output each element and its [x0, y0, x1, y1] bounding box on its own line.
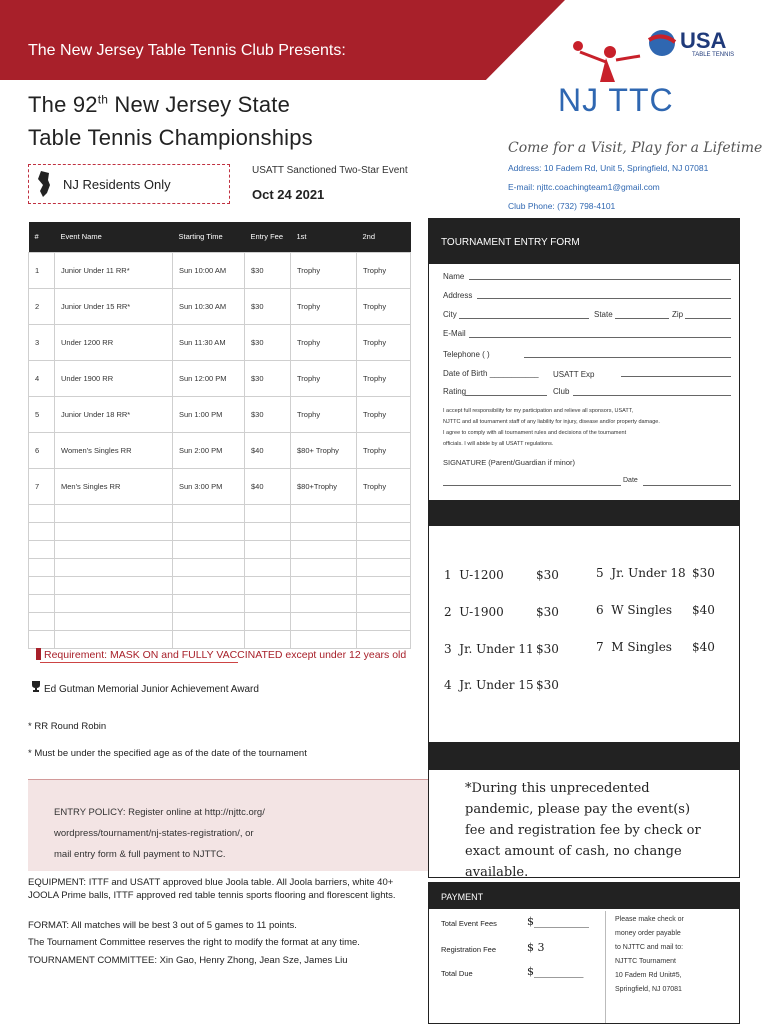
table-cell: 4 — [29, 360, 55, 396]
pandemic-text: *During this unprecedented pandemic, please pay the event(s) fee and registration fee by check or exact amount of cash, no change available. — [465, 781, 701, 880]
page-title-line2: Table Tennis Championships — [28, 125, 313, 150]
entry-policy-box — [28, 779, 428, 871]
table-cell: Trophy — [357, 252, 411, 288]
pandemic-box — [428, 770, 740, 878]
table-cell: Under 1200 RR — [55, 324, 173, 360]
fee-number: 7 — [596, 640, 604, 654]
table-row-empty — [29, 558, 411, 576]
table-cell: Sun 3:00 PM — [173, 468, 245, 504]
table-cell: Sun 11:30 AM — [173, 324, 245, 360]
club-address: Address: 10 Fadem Rd, Unit 5, Springfield, NJ 07081 — [508, 163, 709, 173]
header-event: Event Name — [55, 222, 173, 252]
equipment-text: EQUIPMENT: ITTF and USATT approved blue Joola table. All Joola barriers, white 40+ JOOLA Prime balls, ITTF approved red table tennis sports flooring and florescent lights. — [28, 877, 396, 901]
policy-line2: wordpress/tournament/nj-states-registration/, or — [54, 828, 254, 839]
table-cell: $30 — [245, 252, 291, 288]
zip-label: Zip — [672, 310, 684, 319]
signature-label: SIGNATURE (Parent/Guardian if minor) — [443, 458, 575, 467]
table-cell: $80+ Trophy — [291, 432, 357, 468]
table-row — [29, 360, 411, 396]
header-fee: Entry Fee — [245, 222, 291, 252]
total-fees-label: Total Event Fees — [441, 919, 497, 928]
fee-item — [596, 640, 715, 654]
format-text: FORMAT: All matches will be best 3 out of 5 games to 11 points. — [28, 920, 297, 931]
waiver-text: I accept full responsibility for my participation and relieve all sponsors, USATT, NJTTC and all tournament staff of any liability for injury, disease and/or property damage. I agree to comply with all tournament rules and decisions of the tournament officials. I will abide by all USATT regulations. — [443, 408, 660, 447]
date-label: Date — [623, 477, 638, 484]
table-row — [29, 468, 411, 504]
fee-event-name: W Singles — [611, 603, 672, 617]
table-cell: $40 — [245, 468, 291, 504]
policy-line1: ENTRY POLICY: Register online at http://njttc.org/ — [54, 807, 265, 818]
pandemic-header-band — [428, 742, 740, 770]
modify-text: The Tournament Committee reserves the right to modify the format at any time. — [28, 937, 360, 948]
table-cell: Sun 2:00 PM — [173, 432, 245, 468]
table-cell: Sun 10:30 AM — [173, 288, 245, 324]
njttc-logo-text: NJ TTC — [558, 82, 674, 118]
total-due-label: Total Due — [441, 969, 473, 978]
table-row-empty — [29, 504, 411, 522]
address-label: Address — [443, 291, 473, 300]
table-cell: Trophy — [291, 360, 357, 396]
table-cell: Sun 1:00 PM — [173, 396, 245, 432]
committee-text: TOURNAMENT COMMITTEE: Xin Gao, Henry Zhong, Jean Sze, James Liu — [28, 955, 348, 966]
table-row — [29, 252, 411, 288]
email-label: E-Mail — [443, 329, 466, 338]
requirement-marker — [36, 648, 41, 660]
table-cell: 6 — [29, 432, 55, 468]
fee-item — [444, 605, 559, 619]
city-field[interactable] — [459, 318, 589, 319]
table-cell: 5 — [29, 396, 55, 432]
trophy-icon — [30, 680, 42, 692]
table-row — [29, 432, 411, 468]
header-num: # — [29, 222, 55, 252]
table-row — [29, 288, 411, 324]
residents-box: NJ Residents Only — [28, 164, 230, 204]
fee-number: 3 — [444, 642, 452, 656]
table-cell: $30 — [245, 288, 291, 324]
table-cell: Trophy — [357, 432, 411, 468]
fee-amount: $40 — [692, 603, 715, 617]
table-cell: Men's Singles RR — [55, 468, 173, 504]
table-header — [29, 222, 411, 252]
table-cell: Trophy — [291, 324, 357, 360]
fee-event-name: M Singles — [611, 640, 672, 654]
header-time: Starting Time — [173, 222, 245, 252]
fee-item — [596, 603, 715, 617]
table-cell: Trophy — [357, 396, 411, 432]
table-cell: Women's Singles RR — [55, 432, 173, 468]
mail-instructions: Please make check or money order payable to NJTTC and mail to: NJTTC Tournament 10 Fadem Rd Unit#5, Springfield, NJ 07081 — [615, 916, 684, 993]
table-cell: Trophy — [357, 360, 411, 396]
event-date: Oct 24 2021 — [252, 187, 325, 202]
fee-item — [444, 642, 559, 656]
table-cell: 7 — [29, 468, 55, 504]
award-text: Ed Gutman Memorial Junior Achievement Award — [44, 684, 259, 695]
table-cell: Sun 10:00 AM — [173, 252, 245, 288]
entry-form-header: TOURNAMENT ENTRY FORM — [429, 219, 739, 264]
table-row-empty — [29, 576, 411, 594]
table-cell: Trophy — [357, 468, 411, 504]
telephone-label: Telephone ( ) — [443, 350, 490, 359]
club-label: Club — [553, 387, 570, 396]
fee-amount: $30 — [692, 566, 715, 580]
fee-amount: $30 — [536, 678, 559, 692]
city-label: City — [443, 310, 457, 319]
table-cell: Trophy — [357, 324, 411, 360]
table-cell: $30 — [245, 396, 291, 432]
usatt-exp-label: USATT Exp — [553, 370, 595, 379]
table-cell: $80+Trophy — [291, 468, 357, 504]
table-cell: $30 — [245, 360, 291, 396]
name-field[interactable] — [469, 279, 731, 280]
fee-event-name: U-1200 — [459, 568, 504, 582]
payment-divider — [605, 911, 606, 1023]
table-cell: Under 1900 RR — [55, 360, 173, 396]
name-label: Name — [443, 272, 465, 281]
fee-item — [596, 566, 715, 580]
table-row-empty — [29, 630, 411, 648]
fee-item — [444, 678, 559, 692]
table-row — [29, 396, 411, 432]
state-label: State — [594, 310, 613, 319]
banner-text: The New Jersey Table Tennis Club Presents: — [28, 42, 346, 59]
header-first: 1st — [291, 222, 357, 252]
registration-fee-value: $ 3 — [527, 941, 545, 954]
club-email: E-mail: njttc.coachingteam1@gmail.com — [508, 182, 660, 192]
fee-number: 4 — [444, 678, 452, 692]
table-cell: Junior Under 18 RR* — [55, 396, 173, 432]
table-cell: $30 — [245, 324, 291, 360]
table-cell: 1 — [29, 252, 55, 288]
fee-number: 6 — [596, 603, 604, 617]
new-jersey-icon — [37, 171, 51, 197]
usatt-exp-field[interactable] — [621, 376, 731, 377]
table-cell: $40 — [245, 432, 291, 468]
usatt-logo: USA TABLE TENNIS — [646, 26, 741, 62]
zip-field[interactable] — [685, 318, 731, 319]
entry-form — [428, 218, 740, 525]
table-row-empty — [29, 540, 411, 558]
slogan: Come for a Visit, Play for a Lifetime — [508, 140, 763, 156]
total-due-field[interactable]: $_________ — [527, 965, 584, 978]
fee-event-name: U-1900 — [459, 605, 504, 619]
fee-event-name: Jr. Under 15 — [459, 678, 534, 692]
table-cell: Sun 12:00 PM — [173, 360, 245, 396]
header-second: 2nd — [357, 222, 411, 252]
requirement-text: Requirement: MASK ON and FULLY VACCINATED except under 12 years old — [44, 649, 407, 661]
dob-label: Date of Birth ___________ — [443, 369, 539, 378]
registration-fee-label: Registration Fee — [441, 945, 497, 954]
fee-item — [444, 568, 559, 582]
table-row-empty — [29, 522, 411, 540]
fee-event-name: Jr. Under 18 — [611, 566, 686, 580]
fee-number: 1 — [444, 568, 452, 582]
total-fees-field[interactable]: $__________ — [527, 915, 589, 928]
table-cell: Trophy — [291, 252, 357, 288]
signature-field[interactable] — [443, 485, 621, 486]
date-field[interactable] — [643, 485, 731, 486]
rating-label: Rating — [443, 387, 467, 396]
email-field[interactable] — [469, 337, 731, 338]
fees-divider — [428, 500, 740, 526]
fee-number: 5 — [596, 566, 604, 580]
fee-number: 2 — [444, 605, 452, 619]
fee-amount: $40 — [692, 640, 715, 654]
table-cell: Trophy — [357, 288, 411, 324]
payment-header: PAYMENT — [429, 883, 739, 909]
table-row-empty — [29, 594, 411, 612]
address-field[interactable] — [477, 298, 731, 299]
table-cell: 2 — [29, 288, 55, 324]
table-cell: Junior Under 11 RR* — [55, 252, 173, 288]
fee-amount: $30 — [536, 568, 559, 582]
policy-line3: mail entry form & full payment to NJTTC. — [54, 849, 226, 860]
table-row — [29, 324, 411, 360]
fee-amount: $30 — [536, 605, 559, 619]
state-field[interactable] — [615, 318, 669, 319]
telephone-field[interactable] — [524, 357, 731, 358]
table-cell: Trophy — [291, 288, 357, 324]
header-banner — [0, 0, 565, 80]
rr-note: * RR Round Robin — [28, 721, 107, 732]
fee-event-name: Jr. Under 11 — [459, 642, 534, 656]
page-title-line1: The 92th New Jersey State — [28, 92, 291, 117]
club-field[interactable] — [573, 395, 731, 396]
table-cell: Junior Under 15 RR* — [55, 288, 173, 324]
table-cell: 3 — [29, 324, 55, 360]
club-phone: Club Phone: (732) 798-4101 — [508, 201, 616, 211]
table-cell: Trophy — [291, 396, 357, 432]
age-note: * Must be under the specified age as of the date of the tournament — [28, 748, 307, 759]
fee-amount: $30 — [536, 642, 559, 656]
table-row-empty — [29, 612, 411, 630]
payment-box — [428, 882, 740, 1024]
events-table — [28, 222, 411, 649]
requirement-underline — [40, 662, 238, 663]
rating-field[interactable] — [465, 395, 547, 396]
sanction-text: USATT Sanctioned Two-Star Event — [252, 165, 408, 176]
